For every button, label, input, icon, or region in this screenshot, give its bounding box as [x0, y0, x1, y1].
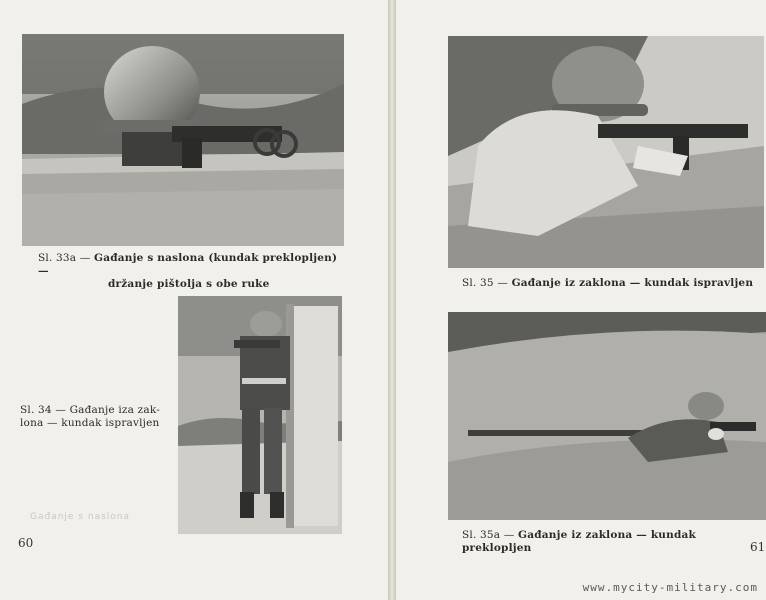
caption-33a-title-line1: Gađanje s naslona (kundak preklopljen) —: [38, 252, 338, 277]
caption-35-title: Gađanje iz zaklona — kundak ispravljen: [511, 277, 754, 289]
caption-35a-label: Sl. 35a —: [462, 529, 515, 541]
photo-fig-35: [448, 36, 764, 268]
caption-fig-33a: [38, 252, 348, 291]
photo-fig-33a: [22, 34, 344, 246]
book-spine: [388, 0, 396, 600]
caption-33a-label: Sl. 33a —: [38, 252, 91, 264]
watermark: www.mycity-military.com: [582, 581, 758, 594]
page-number-right: 61: [750, 540, 766, 554]
photo-fig-35a: [448, 312, 766, 520]
page-number-left: 60: [18, 536, 34, 550]
caption-35-label: Sl. 35 —: [462, 277, 509, 289]
caption-fig-34: [20, 404, 170, 430]
caption-35a-title: Gađanje iz zaklona — kundak preklopljen: [462, 529, 696, 554]
caption-fig-35a: [462, 529, 762, 555]
bleed-through-text: Gađanje s naslona: [30, 512, 131, 522]
caption-34-line2: lona — kundak ispravljen: [20, 417, 160, 429]
caption-34-line1: Sl. 34 — Gađanje iza zak-: [20, 404, 160, 416]
caption-fig-35: [462, 277, 762, 290]
photo-fig-34: [178, 296, 342, 534]
caption-33a-title-line2: držanje pištolja s obe ruke: [108, 278, 270, 290]
